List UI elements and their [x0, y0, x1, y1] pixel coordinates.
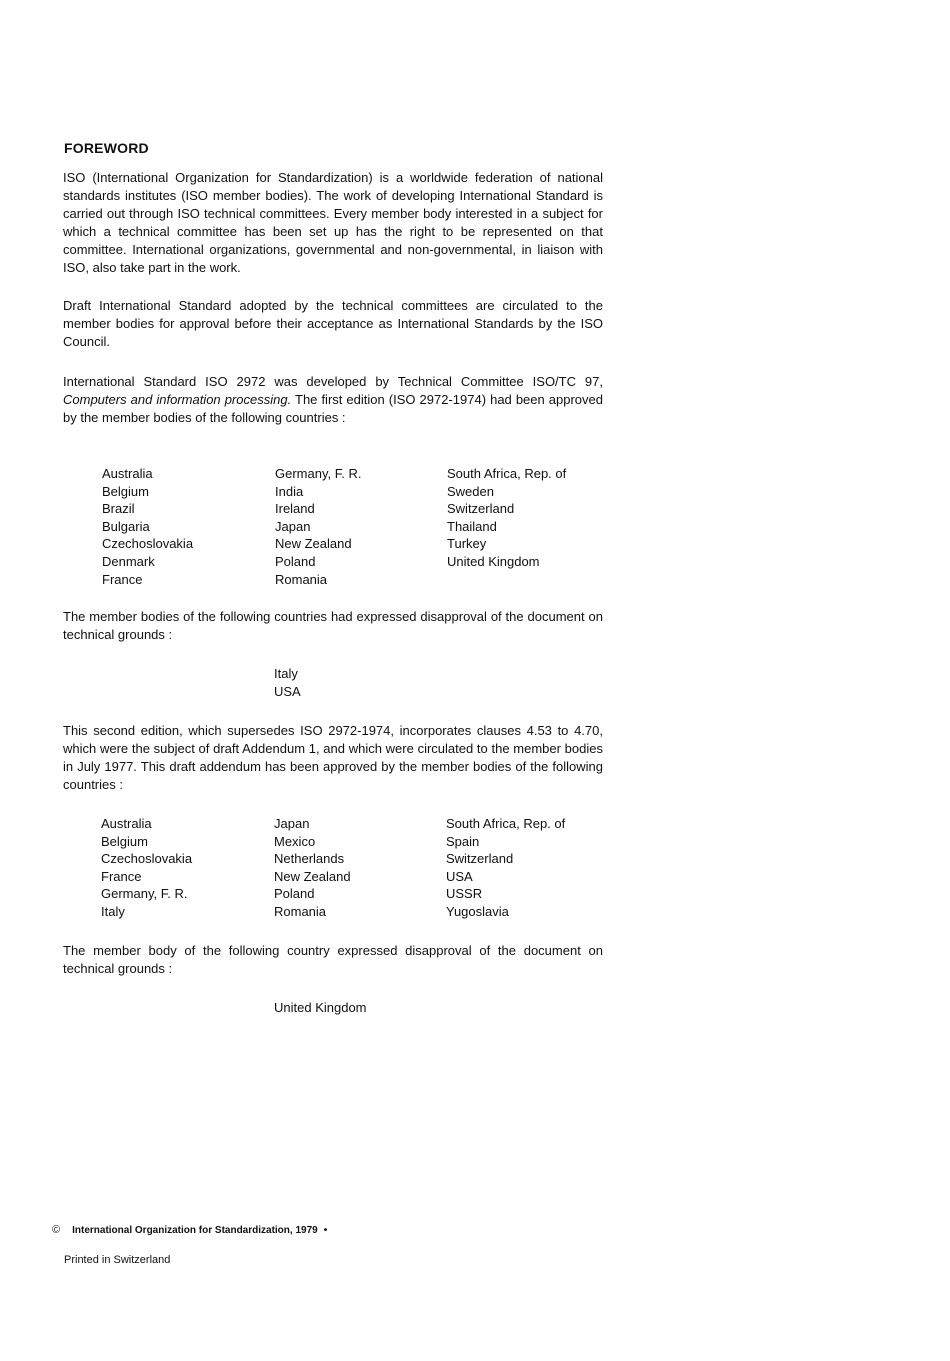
- copyright-text: International Organization for Standardization, 1979: [72, 1224, 318, 1236]
- country-name: Belgium: [102, 483, 149, 499]
- country-name: France: [102, 571, 143, 587]
- country-name: USA: [446, 868, 473, 884]
- country-name: France: [101, 868, 142, 884]
- country-name: New Zealand: [275, 536, 352, 552]
- paragraph-iso-intro: ISO (International Organization for Standardization) is a worldwide federation of national standards institutes (ISO member bodies). The work of developing International Standard is carried out through ISO technical committees. Every member body interested in a subject for which a technical committee has been set up has the right to be represented on that committee. International organizations, governmental and non-governmental, in liaison with ISO, also take part in the work.: [63, 170, 603, 275]
- country-name: Yugoslavia: [446, 903, 509, 919]
- country-name: New Zealand: [274, 868, 351, 884]
- first-edition-approvals-col3: [447, 465, 566, 571]
- country-name: Poland: [275, 553, 316, 569]
- country-name: Germany, F. R.: [275, 466, 362, 481]
- country-name: Australia: [102, 466, 153, 481]
- country-name: Italy: [101, 903, 125, 919]
- country-name: Thailand: [447, 518, 497, 534]
- country-name: Brazil: [102, 501, 135, 517]
- country-name: United Kingdom: [447, 553, 540, 569]
- country-name: South Africa, Rep. of: [447, 466, 567, 481]
- first-edition-approvals-col2: [275, 465, 361, 588]
- country-name: Bulgaria: [102, 518, 150, 534]
- paragraph-first-edition-part-b: The first edition (ISO 2972-1974) had been approved by the member bodies of the following countries :: [63, 392, 603, 425]
- country-name: Netherlands: [274, 851, 345, 867]
- country-name: Czechoslovakia: [102, 536, 194, 552]
- paragraph-draft-standards: Draft International Standard adopted by the technical committees are circulated to the member bodies for approval before their acceptance as International Standards by the ISO Council.: [63, 298, 603, 349]
- country-name: Sweden: [447, 483, 494, 499]
- country-name: Italy: [274, 666, 298, 681]
- page-title: FOREWORD: [64, 140, 149, 156]
- addendum-approvals-col1: [101, 815, 192, 921]
- country-name: USSR: [446, 886, 483, 902]
- country-name: Poland: [274, 886, 315, 902]
- country-name: Japan: [274, 816, 310, 831]
- country-name: Turkey: [447, 536, 487, 552]
- committee-title: Computers and information processing.: [63, 392, 292, 407]
- paragraph-addendum-disapproval: The member body of the following country expressed disapproval of the document on technical grounds :: [63, 943, 603, 976]
- paragraph-first-edition-part-a: International Standard ISO 2972 was developed by Technical Committee ISO/TC 97,: [63, 374, 603, 389]
- first-edition-approvals-col1: [102, 465, 193, 588]
- addendum-disapprovals: [274, 999, 367, 1017]
- country-name: USA: [274, 684, 301, 699]
- paragraph-second-edition: This second edition, which supersedes ISO 2972-1974, incorporates clauses 4.53 to 4.70, which were the subject of draft Addendum 1, and which were circulated to the member bodies in July 1977. This draft addendum has been approved by the member bodies of the following countries :: [63, 723, 603, 792]
- country-name: Switzerland: [446, 851, 514, 867]
- country-name: Ireland: [275, 501, 315, 517]
- country-name: Japan: [275, 518, 311, 534]
- country-name: Australia: [101, 816, 152, 831]
- country-name: India: [275, 483, 304, 499]
- paragraph-first-edition: [63, 373, 603, 427]
- country-name: Denmark: [102, 553, 155, 569]
- country-name: Belgium: [101, 833, 148, 849]
- first-edition-disapprovals: [274, 665, 301, 701]
- country-name: South Africa, Rep. of: [446, 816, 566, 831]
- country-name: Czechoslovakia: [101, 851, 193, 867]
- country-name: Spain: [446, 833, 480, 849]
- country-name: United Kingdom: [274, 1000, 367, 1015]
- copyright-icon: ©: [52, 1224, 61, 1236]
- paragraph-first-edition-disapproval: The member bodies of the following countries had expressed disapproval of the document on technical grounds :: [63, 609, 603, 642]
- country-name: Germany, F. R.: [101, 886, 188, 902]
- country-name: Mexico: [274, 833, 316, 849]
- addendum-approvals-col2: [274, 815, 351, 921]
- addendum-approvals-col3: [446, 815, 565, 921]
- bullet-icon: •: [323, 1224, 328, 1236]
- country-name: Romania: [274, 903, 327, 919]
- copyright-notice: [52, 1224, 327, 1236]
- printed-location: Printed in Switzerland: [64, 1254, 171, 1266]
- country-name: Switzerland: [447, 501, 515, 517]
- country-name: Romania: [275, 571, 328, 587]
